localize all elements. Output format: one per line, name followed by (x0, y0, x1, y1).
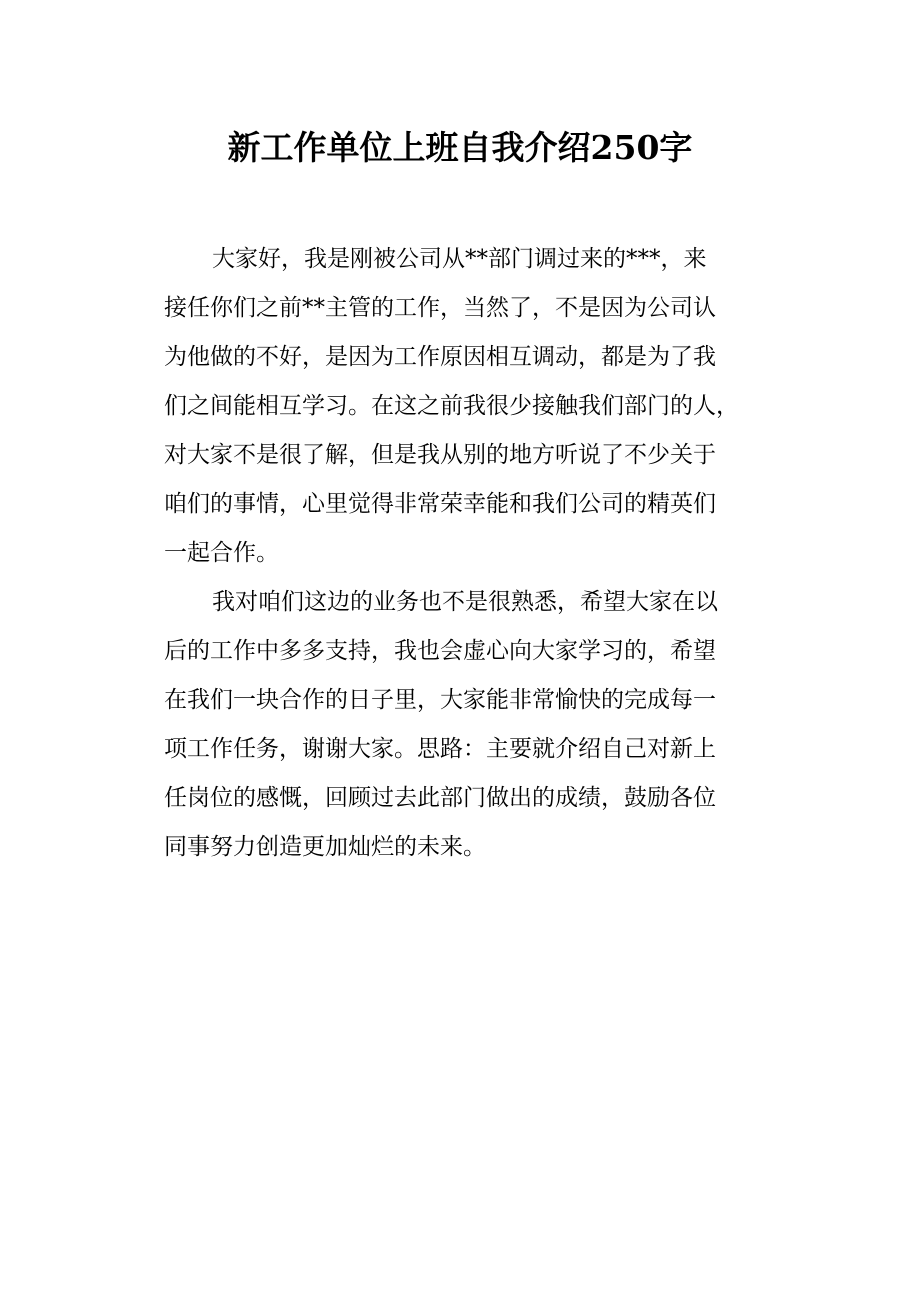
paragraph-1-line-6: 咱们的事情，心里觉得非常荣幸能和我们公司的精英们 (164, 491, 716, 517)
paragraph-1-line-7: 一起合作。 (164, 540, 279, 566)
paragraph-1-line-4: 们之间能相互学习。在这之前我很少接触我们部门的人， (164, 393, 739, 419)
paragraph-2-line-5: 任岗位的感慨，回顾过去此部门做出的成绩，鼓励各位 (164, 785, 716, 811)
paragraph-2-line-6: 同事努力创造更加灿烂的未来。 (164, 834, 486, 860)
paragraph-2-line-2: 后的工作中多多支持，我也会虚心向大家学习的，希望 (164, 638, 716, 664)
paragraph-2-line-4: 项工作任务，谢谢大家。思路：主要就介绍自己对新上 (164, 736, 716, 762)
paragraph-2 (164, 578, 762, 872)
paragraph-2-line-3: 在我们一块合作的日子里，大家能非常愉快的完成每一 (164, 687, 716, 713)
paragraph-1-line-5: 对大家不是很了解，但是我从别的地方听说了不少关于 (164, 442, 716, 468)
document-body (164, 235, 762, 872)
paragraph-2-line-1: 我对咱们这边的业务也不是很熟悉，希望大家在以 (212, 589, 718, 615)
document-title: 新工作单位上班自我介绍250字 (227, 128, 693, 167)
paragraph-1-line-2: 接任你们之前**主管的工作，当然了，不是因为公司认 (164, 295, 716, 321)
paragraph-1 (164, 235, 762, 578)
paragraph-1-line-3: 为他做的不好，是因为工作原因相互调动，都是为了我 (164, 344, 716, 370)
paragraph-1-line-1: 大家好，我是刚被公司从**部门调过来的***，来 (212, 246, 707, 272)
